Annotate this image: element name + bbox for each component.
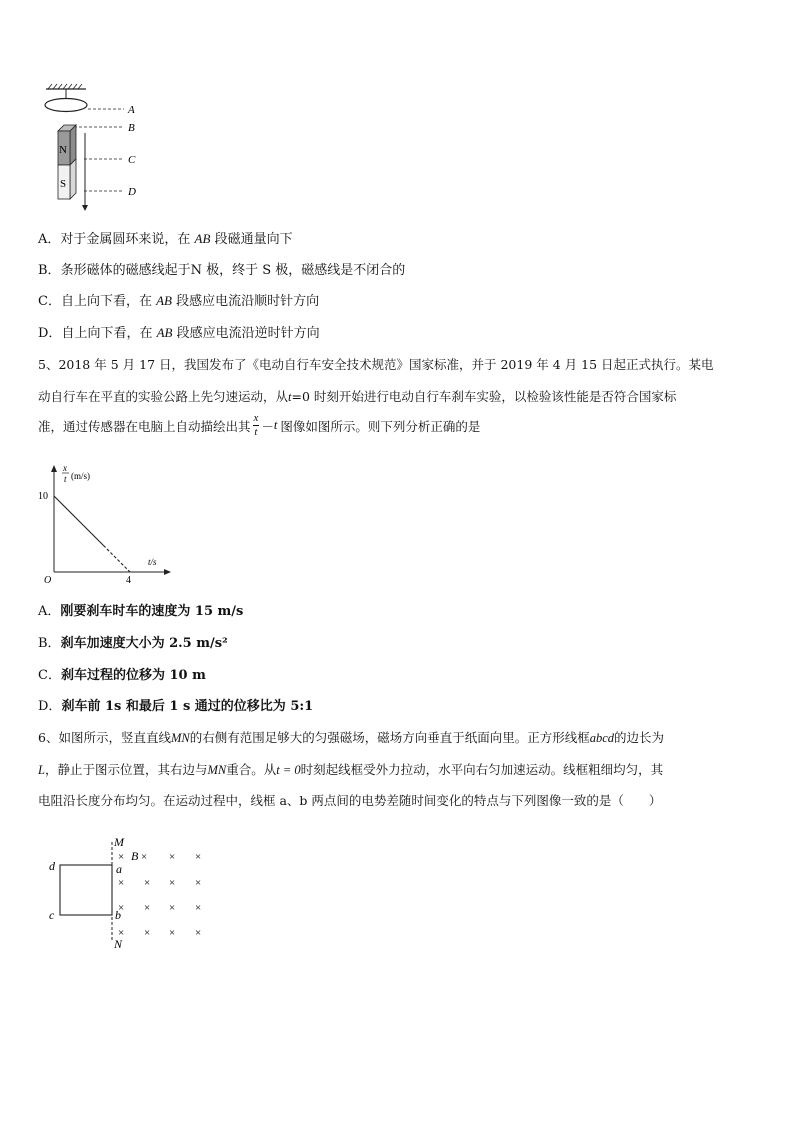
- q6-line2-mid: 重合。从: [226, 762, 277, 777]
- q5-line3-var: t: [273, 418, 278, 432]
- q5-line3-dash: －: [261, 418, 274, 434]
- q6-line2-l: L: [38, 763, 45, 777]
- field-cross: ×: [118, 877, 125, 889]
- field-cross: ×: [169, 927, 176, 939]
- q5-line2-post: =0 时刻开始进行电动自行车刹车实验，以检验该性能是否符合国家标: [291, 389, 677, 404]
- field-cross: ×: [195, 877, 202, 889]
- label-B: B: [128, 122, 135, 134]
- q4-option-c-post: 段感应电流沿顺时针方向: [176, 294, 320, 309]
- field-cross: ×: [144, 877, 151, 889]
- q6-stem-line1: [38, 728, 664, 746]
- q5-option-a[interactable]: [38, 600, 243, 619]
- chart-ylabel-num: x: [63, 463, 67, 473]
- q5-chart: [36, 462, 176, 588]
- q4-option-c-letter: C．: [38, 294, 61, 309]
- q5-option-d-text: 刹车前 1s 和最后 1 s 通过的位移比为 5:1: [61, 699, 314, 714]
- q6-line1-mid: 的右侧有范围足够大的匀强磁场，磁场方向垂直于纸面向里。正方形线框: [189, 730, 590, 745]
- q4-option-d-letter: D．: [38, 326, 62, 341]
- q6-line1-abcd: abcd: [589, 731, 615, 745]
- q4-option-c-pre: 自上向下看，在: [60, 294, 152, 309]
- q5-fraction: [253, 412, 260, 439]
- field-cross: ×: [141, 851, 148, 863]
- label-a: a: [116, 862, 122, 876]
- q4-option-a-pre: 对于金属圆环来说，在: [60, 232, 191, 247]
- field-cross: ×: [195, 851, 202, 863]
- q4-magnet-figure: [38, 83, 148, 215]
- q5-line3-post: 图像如图所示。则下列分析正确的是: [280, 418, 481, 434]
- q5-line3-pre: 准，通过传感器在电脑上自动描绘出其: [38, 418, 251, 434]
- q5-frac-num: x: [253, 412, 259, 424]
- q5-option-d-letter: D．: [38, 699, 62, 714]
- label-c: c: [49, 908, 55, 922]
- q5-line2-var: t: [288, 390, 292, 404]
- q4-option-d-pre: 自上向下看，在: [61, 326, 153, 341]
- south-pole-label: S: [60, 178, 67, 190]
- q5-stem-line1: 5、2018 年 5 月 17 日，我国发布了《电动自行车安全技术规范》国家标准，并于 2019 年 4 月 15 日起正式执行。某电: [38, 357, 714, 372]
- q6-line1-mn: MN: [170, 731, 190, 745]
- field-cross: ×: [118, 902, 125, 914]
- q4-option-a-letter: A．: [38, 232, 61, 247]
- q5-option-a-text: 刚要刹车时车的速度为 15 m/s: [60, 604, 244, 619]
- label-A: A: [128, 104, 135, 116]
- series-dashed: [103, 545, 130, 572]
- q4-option-d-var: AB: [156, 325, 173, 340]
- q4-option-d-post: 段感应电流沿逆时针方向: [176, 326, 320, 341]
- chart-ytick-10: 10: [38, 491, 48, 502]
- north-pole-label: N: [59, 144, 67, 156]
- field-cross: ×: [169, 902, 176, 914]
- field-cross: ×: [169, 877, 176, 889]
- q6-line1-post: 的边长为: [614, 730, 665, 745]
- q5-option-b-letter: B．: [38, 636, 61, 651]
- y-axis-arrow: [51, 465, 57, 472]
- q4-option-a-var: AB: [194, 231, 211, 246]
- label-C: C: [128, 154, 136, 166]
- label-b: b: [115, 908, 121, 922]
- q4-option-c-var: AB: [156, 293, 172, 308]
- q6-line1-pre: 6、如图所示，竖直直线: [38, 730, 171, 745]
- field-cross: ×: [118, 851, 125, 863]
- field-cross: ×: [144, 902, 151, 914]
- q4-option-a-post: 段磁通量向下: [214, 232, 293, 247]
- q5-option-a-letter: A．: [38, 604, 61, 619]
- chart-origin: O: [44, 575, 52, 586]
- x-axis-arrow: [164, 569, 171, 575]
- label-B-field: B: [131, 849, 139, 863]
- q5-option-c-text: 刹车过程的位移为 10 m: [60, 668, 206, 683]
- q5-option-b[interactable]: [38, 632, 228, 651]
- q4-option-d[interactable]: [38, 322, 320, 341]
- field-cross: ×: [144, 927, 151, 939]
- q4-option-c[interactable]: [38, 290, 319, 309]
- q6-stem-line2: [38, 760, 663, 778]
- label-M: M: [114, 835, 124, 849]
- q5-stem-line3: [38, 412, 480, 439]
- q5-frac-den: t: [254, 426, 258, 438]
- q4-option-a[interactable]: [38, 228, 293, 247]
- q5-line2-pre: 动自行车在平直的实验公路上先匀速运动，从: [38, 389, 289, 404]
- q6-stem-line3: 电阻沿长度分布均匀。在运动过程中，线框 a、b 两点间的电势差随时间变化的特点与下列图像一致的是（ ）: [38, 793, 662, 808]
- q4-option-b-text: 条形磁体的磁感线起于N 极，终于 S 极，磁感线是不闭合的: [60, 263, 406, 278]
- q6-line2-t0: t = 0: [276, 763, 301, 777]
- field-cross: ×: [195, 927, 202, 939]
- series-solid: [54, 496, 103, 545]
- field-crosses: [118, 851, 201, 939]
- field-cross: ×: [195, 902, 202, 914]
- q6-line2-mn: MN: [207, 763, 227, 777]
- q6-line2-pre: ，静止于图示位置，其右边与: [44, 762, 208, 777]
- square-frame: [60, 865, 112, 915]
- q4-option-b[interactable]: [38, 259, 405, 278]
- q5-option-d[interactable]: [38, 695, 313, 714]
- q6-line2-post: 时刻起线框受外力拉动，水平向右匀加速运动。线框粗细均匀，其: [300, 762, 664, 777]
- chart-ylabel-den: t: [64, 474, 67, 484]
- q4-option-b-letter: B．: [38, 263, 61, 278]
- chart-xlabel: t/s: [148, 557, 157, 567]
- q5-option-b-text: 刹车加速度大小为 2.5 m/s²: [60, 636, 228, 651]
- q5-option-c[interactable]: [38, 664, 206, 683]
- label-D: D: [128, 186, 136, 198]
- field-cross: ×: [118, 927, 125, 939]
- q6-field-figure: [40, 830, 220, 952]
- field-cross: ×: [169, 851, 176, 863]
- q5-stem-line2: [38, 387, 676, 405]
- q5-option-c-letter: C．: [38, 668, 61, 683]
- label-d: d: [49, 859, 55, 873]
- chart-ylabel-unit: (m/s): [71, 471, 90, 481]
- label-N: N: [114, 937, 123, 951]
- metal-ring: [45, 99, 87, 112]
- chart-xtick-4: 4: [126, 575, 131, 586]
